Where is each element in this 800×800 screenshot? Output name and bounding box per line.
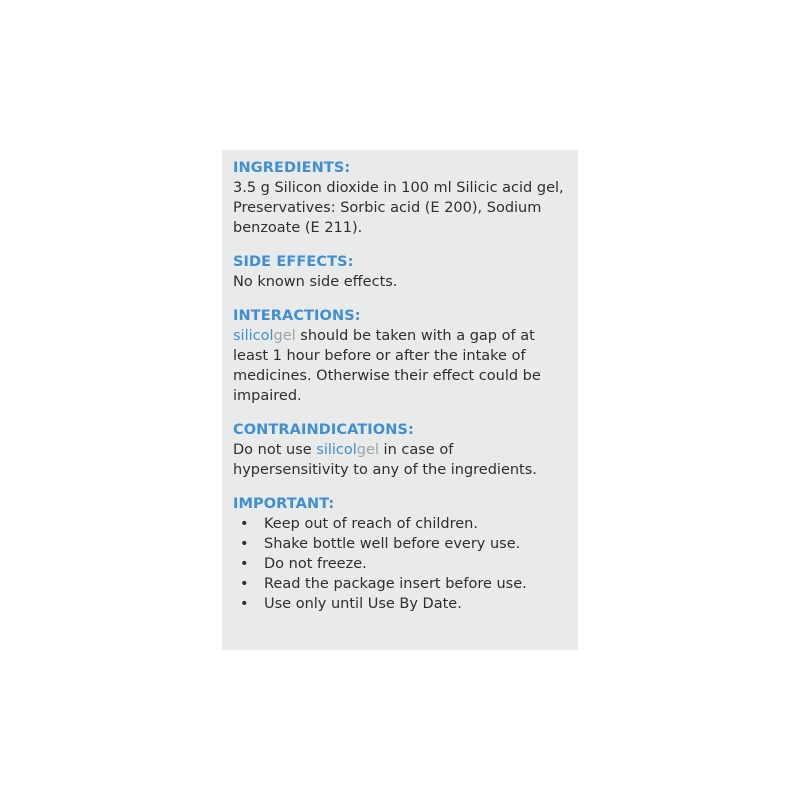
brand-name-part-1: silicol xyxy=(316,442,357,458)
bullet-dot: • xyxy=(240,556,249,572)
side-effects-line-1: No known side effects. xyxy=(233,274,398,290)
important-list xyxy=(233,514,578,614)
list-item-text: Keep out of reach of children. xyxy=(264,516,478,532)
contraindications-line-2: hypersensitivity to any of the ingredients. xyxy=(233,462,537,478)
brand-name xyxy=(316,442,379,458)
side-effects-text xyxy=(233,272,578,292)
contraindications-section xyxy=(233,420,578,480)
ingredients-section xyxy=(233,158,578,238)
contraindications-text xyxy=(233,440,578,480)
list-item xyxy=(233,554,578,574)
interactions-line-3: medicines. Otherwise their effect could be xyxy=(233,368,541,384)
ingredients-line-3: benzoate (E 211). xyxy=(233,220,363,236)
ingredients-text xyxy=(233,178,578,238)
interactions-heading: INTERACTIONS: xyxy=(233,308,361,324)
bullet-dot: • xyxy=(240,516,249,532)
important-heading: IMPORTANT: xyxy=(233,496,335,512)
list-item xyxy=(233,514,578,534)
interactions-section xyxy=(233,306,578,406)
interactions-line-1: should be taken with a gap of at xyxy=(295,328,535,344)
list-item xyxy=(233,594,578,614)
interactions-text xyxy=(233,326,578,406)
side-effects-heading: SIDE EFFECTS: xyxy=(233,254,354,270)
ingredients-line-2: Preservatives: Sorbic acid (E 200), Sodium xyxy=(233,200,542,216)
bullet-dot: • xyxy=(240,536,249,552)
list-item-text: Read the package insert before use. xyxy=(264,576,527,592)
brand-name-part-2: gel xyxy=(356,442,379,458)
side-effects-section xyxy=(233,252,578,292)
package-label-panel xyxy=(222,150,578,650)
contraindications-line-1-pre: Do not use xyxy=(233,442,317,458)
list-item-text: Shake bottle well before every use. xyxy=(264,536,521,552)
bullet-dot: • xyxy=(240,596,249,612)
list-item-text: Do not freeze. xyxy=(264,556,367,572)
ingredients-heading: INGREDIENTS: xyxy=(233,160,351,176)
list-item-text: Use only until Use By Date. xyxy=(264,596,462,612)
brand-name xyxy=(233,328,296,344)
ingredients-line-1: 3.5 g Silicon dioxide in 100 ml Silicic acid gel, xyxy=(233,180,564,196)
bullet-dot: • xyxy=(240,576,249,592)
brand-name-part-1: silicol xyxy=(233,328,274,344)
interactions-line-2: least 1 hour before or after the intake of xyxy=(233,348,526,364)
brand-name-part-2: gel xyxy=(273,328,296,344)
contraindications-heading: CONTRAINDICATIONS: xyxy=(233,422,414,438)
interactions-line-4: impaired. xyxy=(233,388,302,404)
contraindications-line-1-post: in case of xyxy=(378,442,454,458)
list-item xyxy=(233,534,578,554)
list-item xyxy=(233,574,578,594)
important-section xyxy=(233,494,578,614)
